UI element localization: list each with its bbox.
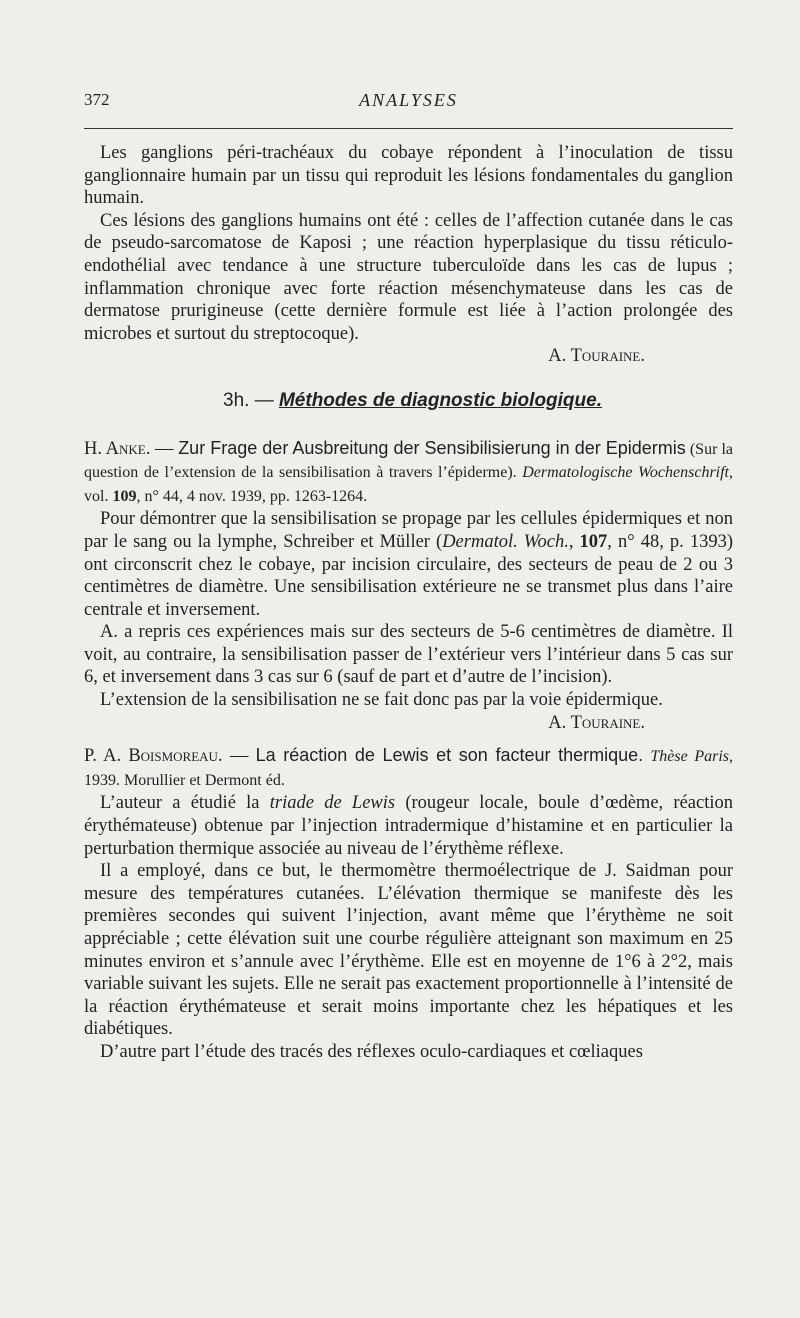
entry-volume: 109 <box>112 487 137 505</box>
entry-author: H. Anke. <box>84 438 151 459</box>
entry-heading <box>84 437 733 509</box>
paragraph: D’autre part l’étude des tracés des réflexes oculo-cardiaques et cœliaques <box>100 1041 643 1062</box>
dash: — <box>150 438 179 459</box>
entry-author: P. A. Boismoreau. <box>84 746 223 767</box>
article-body <box>84 142 733 1064</box>
entry-thesis: Thèse Paris <box>650 748 730 766</box>
paragraph-text: , n° 48, p. 1393) ont circonscrit chez le cobaye, par incision circulaire, des secteurs de peau de 2 ou 3 centimètres de diamètre. Une sensibilisation extérieure ne se transmet plus dans l’aire centrale et inversement. <box>84 531 733 620</box>
section-heading <box>92 390 733 413</box>
dash: — <box>222 746 256 767</box>
paragraph-text: L’auteur a étudié la <box>100 793 270 814</box>
paragraph <box>84 689 733 734</box>
section-number: 3h. — <box>223 389 279 411</box>
paragraph-text: L’extension de la sensibilisation ne se fait donc pas par la voie épidermique. <box>100 690 663 711</box>
signature: A. Touraine. <box>548 346 645 367</box>
entry-heading <box>84 744 733 792</box>
header-rule <box>84 128 733 129</box>
reference: Dermatol. Woch. <box>442 531 569 552</box>
page-number: 372 <box>84 90 110 109</box>
entry-title: La réaction de Lewis et son facteur thermique. <box>255 745 644 766</box>
paragraph-text: Ces lésions des ganglions humains ont été : celles de l’affection cutanée dans le cas de pseudo-sarcomatose de Kaposi ; une réaction hyperplasique du tissu réticulo-endothélial avec tendance à une structure tuberculoïde dans les cas de lupus ; inflammation chronique avec forte réaction mésenchymateuse dans les cas de dermatose prurigineuse (cette dernière formule est liée à l’action prolongée des microbes et surtout du streptocoque). <box>84 210 733 344</box>
running-header <box>84 90 733 116</box>
paragraph-text: , <box>568 531 580 552</box>
paragraph-text: Pour démontrer que la sensibilisation se propage par les cellules épidermiques et non par le sang ou la lymphe, Schreiber et Müller ( <box>84 509 733 552</box>
paragraph: Il a employé, dans ce but, le thermomètre thermoélectrique de J. Saidman pour mesure des températures cutanées. L’élévation thermique se manifeste dès les premières secondes qui suivent l’injection, avant même que l’érythème ne soit appréciable ; cette élévation suit une courbe régulière atteignant son maximum en 25 minutes environ et s’annule avec l’érythème. Elle est en moyenne de 1°6 à 2°2, mais variable suivant les sujets. Elle ne serait pas exactement proportionnelle à l’intensité de la réaction érythémateuse et serait moins importante chez les hépatiques et les diabétiques. <box>84 861 733 1040</box>
emphasis: triade de Lewis <box>269 793 396 814</box>
paragraph-text: (rougeur locale, boule d’œdème, réaction érythémateuse) obtenue par l’injection intradermique d’histamine et en particulier la perturbation thermique associée au niveau de l’érythème réflexe. <box>84 793 733 859</box>
entry-journal: Dermatologische Wochenschrift <box>522 464 730 482</box>
paragraph <box>84 792 733 860</box>
entry-citation: , 1939. Morullier et Dermont éd. <box>84 748 734 789</box>
section-title: Méthodes de diagnostic biologique. <box>278 389 602 411</box>
reference-volume: 107 <box>579 531 608 552</box>
paragraph <box>84 210 733 368</box>
running-title: ANALYSES <box>359 90 458 110</box>
signature: A. Touraine. <box>548 712 645 733</box>
paragraph: Les ganglions péri-trachéaux du cobaye répondent à l’inoculation de tissu ganglionnaire humain par un tissu qui reproduit les lésions fondamentales du ganglion humain. <box>84 143 733 209</box>
entry-vol-prefix: , vol. <box>84 464 734 505</box>
entry-note: (Sur la question de l’extension de la sensibilisation à travers l’épiderme). <box>84 440 733 482</box>
abstract-entry <box>84 437 733 735</box>
abstract-entry <box>84 744 733 1063</box>
paragraph <box>84 508 733 621</box>
entry-title: Zur Frage der Ausbreitung der Sensibilisierung in der Epidermis <box>178 437 686 458</box>
paragraph: A. a repris ces expériences mais sur des secteurs de 5-6 centimètres de diamètre. Il voit, au contraire, la sensibilisation passer de l’extérieur vers l’intérieur dans 5 cas sur 6, et inversement dans 3 cas sur 6 (sauf de part et d’autre de l’incision). <box>84 622 733 688</box>
entry-citation: , n° 44, 4 nov. 1939, pp. 1263-1264. <box>136 487 368 505</box>
